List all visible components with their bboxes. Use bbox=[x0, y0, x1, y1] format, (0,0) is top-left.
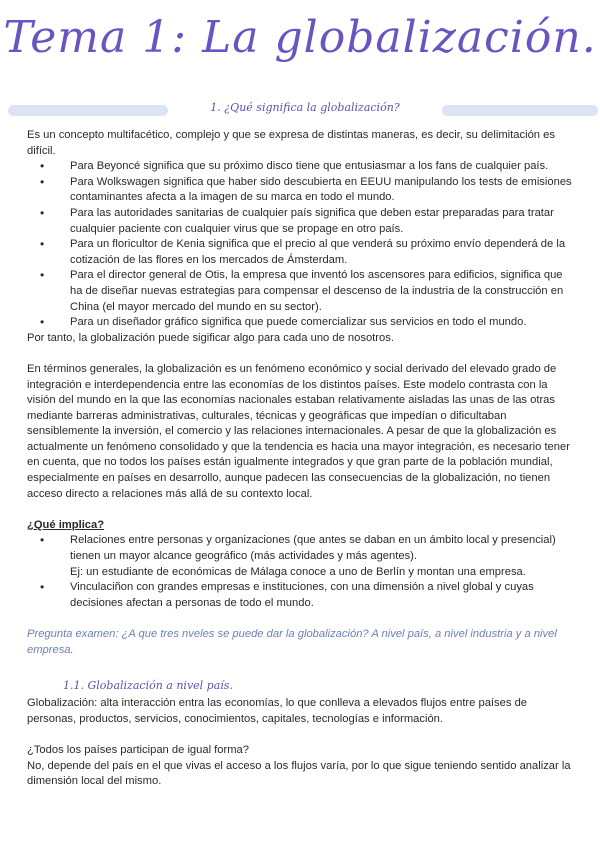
implica-heading: ¿Qué implica? bbox=[27, 518, 105, 531]
general-paragraph: En términos generales, la globalización es un fenómeno económico y social derivado del elevado grado de integración e interdependencia entre las economías de los distintos países. Este modelo contrasta con la visión del mundo en la que las economías nacionales estaban relativamente aisladas las unas de las otras mediante barreras administrativas, culturales, técnicas y geográficas que impedían o dificultaban sensiblemente la inversión, el comercio y las relaciones internacionales. A pesar de que la globalización es actualmente un fenómeno consolidado y que la tendencia es hacia una mayor integración, es necesario tener en cuenta, que no todos los países están igualmente integrados y que gran parte de la población mundial, especialmente en países en desarrollo, aunque padecen las consecuencias de la globalización, no tienen acceso directo a relaciones más allá de su contexto local. bbox=[27, 362, 570, 500]
definition-paragraph: Globalización: alta interacción entra las economías, lo que conlleva a elevados flujos entre países de personas, productos, servicios, conocimientos, capitales, tecnologías e información. bbox=[27, 697, 528, 725]
subsection-heading bbox=[27, 672, 575, 696]
exam-note: Pregunta examen: ¿A que tres nveles se puede dar la globalización? A nivel país, a nivel industria y a nivel empresa. bbox=[27, 628, 557, 656]
list-item: • Para el director general de Otis, la empresa que inventó los ascensores para edificios, significa que ha de diseñar nuevas estrategias para compensar el descenso de la industria de la construcción en China (el mayor mercado del mundo en su sector). bbox=[27, 268, 575, 315]
list-item: • Para las autoridades sanitarias de cualquier país significa que deben estar preparadas para tratar cualquier paciente con cualquier virus que se propage en otro país. bbox=[27, 206, 575, 237]
list-item: • Vinculaciñon con grandes empresas e instituciones, con una dimensión a nivel global y cuyas decisiones afectan a personas de todo el mundo. bbox=[27, 580, 575, 611]
subsection-heading-label: 1.1. Globalización a nivel país. bbox=[63, 679, 233, 693]
list-item: • Para un floricultor de Kenia significa que el precio al que venderá su próximo envío dependerá de la cotización de las flores en los mercados de Ámsterdam. bbox=[27, 237, 575, 268]
list-item: • Para Wolkswagen significa que haber sido descubierta en EEUU manipulando los tests de emisiones contaminantes afecta a la imagen de su marca en todo el mundo. bbox=[27, 175, 575, 206]
section-heading-label: 1. ¿Qué significa la globalización? bbox=[210, 101, 400, 114]
closing-sentence: Por tanto, la globalización puede sigificar algo para cada uno de nosotros. bbox=[27, 331, 394, 344]
example-text: Ej: un estudiante de económicas de Málaga conoce a uno de Berlín y montan una empresa. bbox=[70, 565, 526, 578]
document-body bbox=[27, 128, 575, 790]
question-text: ¿Todos los países participan de igual forma? bbox=[27, 743, 250, 756]
page-title: Tema 1: La globalización. bbox=[3, 12, 597, 63]
meaning-list bbox=[27, 159, 575, 331]
list-item bbox=[27, 533, 575, 580]
intro-paragraph: Es un concepto multifacético, complejo y que se expresa de distintas maneras, es decir, su delimitación es difícil. bbox=[27, 129, 555, 157]
list-item: • Para Beyoncé significa que su próximo disco tiene que entusiasmar a los fans de cualquier país. bbox=[27, 159, 575, 175]
implica-list bbox=[27, 533, 575, 611]
heading-highlight-right bbox=[442, 105, 598, 116]
section-heading-1 bbox=[0, 100, 600, 120]
heading-highlight-left bbox=[8, 105, 168, 116]
list-item: • Para un diseñador gráfico significa que puede comercializar sus servicios en todo el mundo. bbox=[27, 315, 575, 331]
list-item-text: Relaciones entre personas y organizaciones (que antes se daban en un ámbito local y presencial) tienen un mayor alcance geográfico (más actividades y más agentes). bbox=[70, 534, 556, 563]
answer-text: No, depende del país en el que vivas el acceso a los flujos varía, por lo que sigue teniendo sentido analizar la dimensión local del mismo. bbox=[27, 759, 571, 788]
